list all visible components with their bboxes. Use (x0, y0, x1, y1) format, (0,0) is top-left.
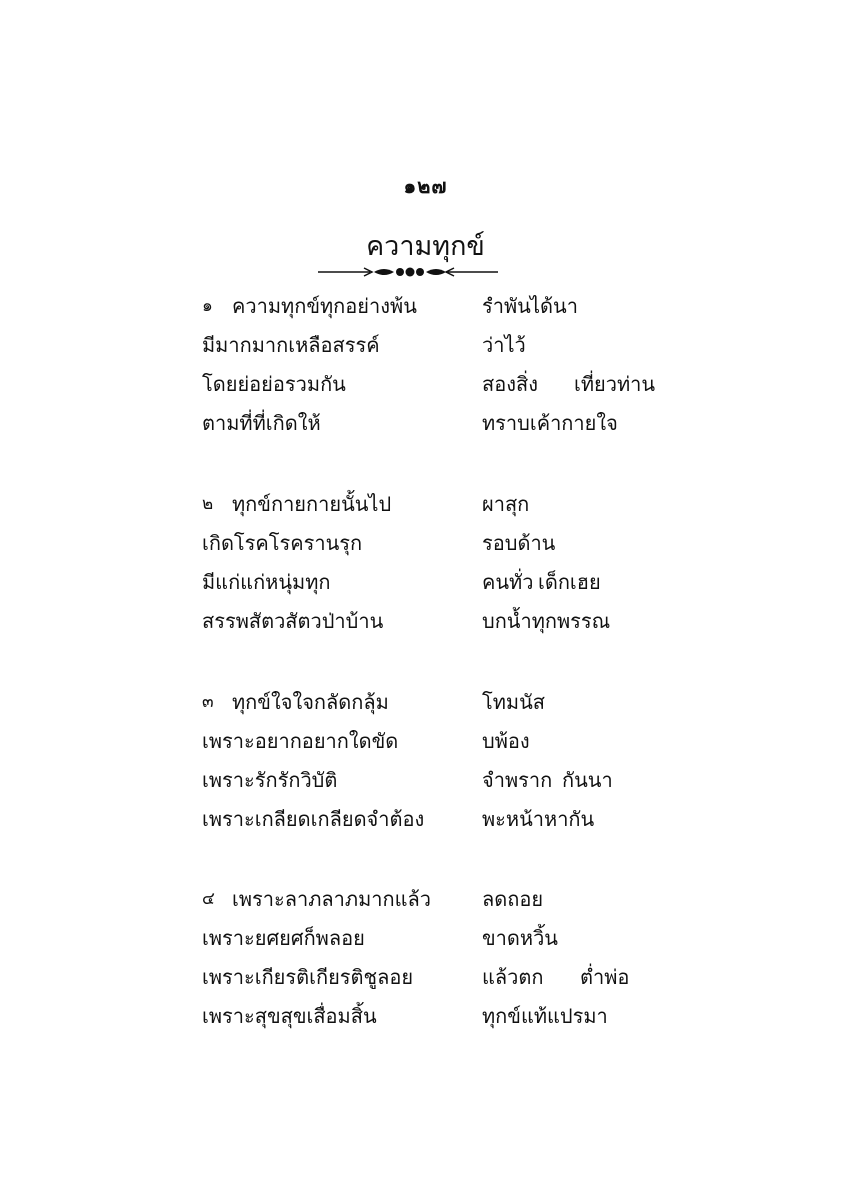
verse-right: พะหน้าหากัน (482, 807, 595, 831)
verse-right: ทุกข์แท้แปรมา (482, 1004, 608, 1028)
verse-left: เพราะยศยศก็พลอย (202, 926, 365, 950)
verse-left: เกิดโรคโรครานรุก (202, 531, 363, 555)
verse-line (0, 484, 851, 524)
verse-line (0, 286, 851, 326)
verse-left: มีมากมากเหลือสรรค์ (202, 333, 380, 357)
verse-left: เพราะอยากอยากใดขัด (202, 729, 399, 753)
verse-line (0, 325, 851, 365)
verse-left: ทุกข์กายกายนั้นไป (232, 492, 392, 516)
verse-right-extra: ได้นา (530, 294, 578, 318)
verse-right-extra: เด็กเฮย (538, 570, 601, 594)
page-title: ความทุกข์ (366, 231, 485, 262)
title-ornament (318, 262, 498, 282)
verse-line (0, 996, 851, 1036)
verse-right-extra: ต่ำพ่อ (580, 965, 630, 989)
verse-left: สรรพสัตวสัตวป่าบ้าน (202, 609, 384, 633)
verse-line (0, 523, 851, 563)
stanza-number: ๔ (202, 889, 215, 909)
verse-line (0, 879, 851, 919)
verse-right: ทราบเค้ากายใจ (482, 411, 618, 435)
verse-left: ความทุกข์ทุกอย่างพ้น (232, 294, 417, 318)
stanza-number: ๑ (202, 296, 213, 316)
verse-line (0, 799, 851, 839)
verse-left: เพราะรักรักวิบัติ (202, 768, 338, 792)
verse-left: เพราะเกลียดเกลียดจำต้อง (202, 807, 425, 831)
verse-right: ผาสุก (482, 492, 530, 516)
verse-right-extra: กันนา (562, 768, 613, 792)
verse-line (0, 601, 851, 641)
verse-line (0, 364, 851, 404)
verse-left: ตามที่ที่เกิดให้ (202, 411, 321, 435)
verse-right: รำพัน (482, 294, 531, 318)
verse-right: ขาดหวิ้น (482, 926, 558, 950)
verse-right: ลดถอย (482, 887, 544, 911)
verse-right: จำพราก (482, 768, 553, 792)
stanza-number: ๒ (202, 494, 214, 514)
verse-left: เพราะสุขสุขเสื่อมสิ้น (202, 1004, 377, 1028)
verse-right: คนทั่ว (482, 570, 534, 594)
verse-right: บพ้อง (482, 729, 530, 753)
verse-right: บกน้ำทุกพรรณ (482, 609, 611, 633)
verse-left: ทุกข์ใจใจกลัดกลุ้ม (232, 690, 389, 714)
stanza-number: ๓ (202, 692, 214, 712)
verse-line (0, 721, 851, 761)
verse-left: เพราะเกียรติเกียรติชูลอย (202, 965, 414, 989)
verse-line (0, 682, 851, 722)
page-number: ๑๒๗ (403, 174, 448, 198)
verse-right: สองสิ่ง (482, 372, 538, 396)
verse-line (0, 760, 851, 800)
verse-right: แล้วตก (482, 965, 544, 989)
verse-line (0, 562, 851, 602)
verse-line (0, 957, 851, 997)
verse-right: ว่าไว้ (482, 333, 526, 357)
verse-right: โทมนัส (482, 690, 545, 714)
verse-left: เพราะลาภลาภมากแล้ว (232, 887, 431, 911)
verse-left: มีแก่แก่หนุ่มทุก (202, 570, 331, 594)
verse-right: รอบด้าน (482, 531, 556, 555)
verse-line (0, 918, 851, 958)
verse-right-extra: เที่ยวท่าน (574, 372, 656, 396)
verse-left: โดยย่อย่อรวมกัน (202, 372, 346, 396)
verse-line (0, 403, 851, 443)
